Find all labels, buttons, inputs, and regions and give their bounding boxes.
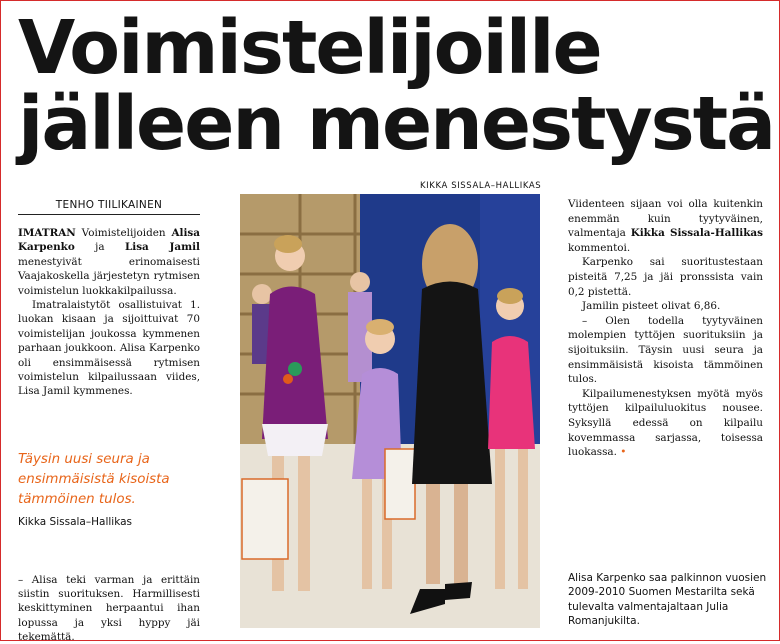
pull-quote-author: Kikka Sissala–Hallikas [18, 516, 132, 528]
end-bullet-icon: • [620, 446, 627, 459]
athlete-name-2: Lisa Jamil [124, 241, 200, 254]
article-column-1 [18, 226, 200, 399]
pull-quote: Täysin uusi seura ja ensimmäisistä kisoista tämmöinen tulos. [18, 452, 170, 507]
body-paragraph-quote: – Alisa teki varman ja erittäin siistin suorituksen. Harmillisesti keskittyminen herpaantui ihan lopussa ja yksi hyppy jäi tekemättä. [18, 574, 200, 643]
headline [18, 5, 775, 167]
body-paragraph: Imatralaistytöt osallistuivat 1. luokan kisaan ja sijoittuivat 70 voimistelijan joukossa kymmenen parhaan joukkoon. Alisa Karpenko oli ensimmäisessä rytmisen voimistelun kilpailussaan viides, Lisa Jamil kymmenes. [18, 299, 200, 398]
headline-line-2: jälleen menestystä [18, 81, 775, 167]
athlete-name-1: Alisa Karpenko [18, 227, 200, 254]
coach-name: Kikka Sissala-Hallikas [630, 227, 764, 240]
body-paragraph: Karpenko sai suoritustestaan pisteitä 7,25 ja jäi pronssista vain 0,2 pistettä. [568, 256, 763, 298]
article-photo [240, 194, 540, 628]
dateline: IMATRAN [18, 227, 76, 239]
photo-caption: Alisa Karpenko saa palkinnon vuosien 2009-2010 Suomen Mestarilta sekä tulevalta valmentajaltaan Julia Romanjukilta. [568, 572, 767, 628]
body-paragraph: Viidenteen sijaan voi olla kuitenkin enemmän kuin tyytyväinen, valmentaja Kikka Sissala-Hallikas kommentoi. [568, 198, 764, 254]
gymnasts-photo-illustration [240, 194, 540, 628]
body-paragraph: Kilpailumenestyksen myötä myös tyttöjen kilpailuluokitus nousee. Syksyllä edessä on kilpailu kovemmassa sarjassa, toisessa luokassa. • [568, 387, 763, 459]
lead-paragraph: IMATRAN Voimistelijoiden Alisa Karpenko ja Lisa Jamil menestyivät erinomaisesti Vaajakoskella järjestetyn rytmisen voimistelun luokkakilpailussa. [18, 227, 200, 297]
article-column-3 [568, 197, 763, 460]
body-paragraph: Jamilin pisteet olivat 6,86. [582, 300, 721, 313]
headline-line-1: Voimistelijoille [18, 5, 601, 91]
byline: TENHO TIILIKAINEN [18, 199, 200, 215]
photo-credit: KIKKA SISSALA–HALLIKAS [420, 181, 542, 191]
body-paragraph: – Olen todella tyytyväinen molempien tyttöjen suorituksiin ja sijoituksiin. Täysin uusi seura ja ensimmäisistä kisoista tämmöinen tulos. [568, 314, 763, 386]
